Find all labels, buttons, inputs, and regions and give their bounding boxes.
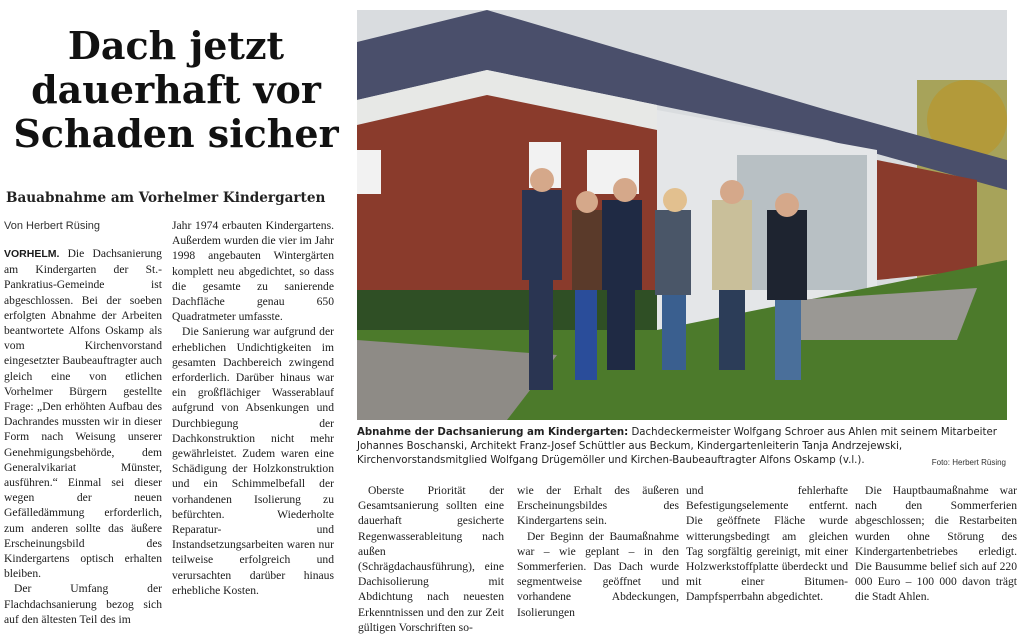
text-column-3 <box>358 483 504 634</box>
headline-line: dauerhaft vor <box>31 67 321 112</box>
paragraph: Oberste Priorität der Gesamtsanierung sollten eine dauerhaft gesicherte Regenwasserableitung nach außen (Schrägdachausführung), eine Dachisolierung mit Abdichtung nach neuesten Erkenntnissen und den zur Zeit gültigen Vorschriften so- <box>358 484 504 634</box>
caption-text: Dachdeckermeister Wolfgang Schroer aus Ahlen mit seinem Mitarbeiter Johannes Boschanski, Architekt Franz-Josef Schüttler aus Beckum, Kindergartenleiterin Tanja Andrzejewski, Kirchenvorstandsmitglied Wolfgang Drügemöller und Kirchen-Baubeauftragter Alfons Oskamp (v.l.). <box>357 427 997 466</box>
photo-caption <box>357 426 1007 468</box>
paragraph <box>4 246 162 581</box>
paragraph: Der Beginn der Baumaßnahme war – wie geplant – in den Sommerferien. Das Dach wurde segmentweise geöffnet und vorhandene Abdeckungen, Isolierungen <box>517 529 679 619</box>
headline-line: Dach jetzt <box>67 23 285 68</box>
text-column-5 <box>686 483 848 607</box>
paragraph: Der Umfang der Flachdachsanierung bezog sich auf den ältesten Teil des im <box>4 582 162 626</box>
kindergarten-photo-illustration <box>357 10 1007 420</box>
text-column-6 <box>855 483 1017 607</box>
article-photo <box>357 10 1007 420</box>
text-column-2 <box>172 218 334 608</box>
paragraph-text: Die Dachsanierung am Kindergarten der St.-Pankratius-Gemeinde ist abgeschlossen. Bei der soeben erfolgten Abnahme der Arbeiten beantwortete Alfons Oskamp als vom Kirchenvorstand eingesetzter Baubeauftragter auch gleich eine von etlichen Vorhelmer Bürgern gestellte Frage: „Den erhöhten Aufbau des Dachrandes mussten wir in dieser Form nach Weisung unserer Genehmigungsbehörde, dem Generalvikariat Münster, ausführen.“ Einmal sei dieser wegen der neuen Gefälledämmung erforderlich, zum anderen sollte das äußere Erscheinungsbild des Kindergartens optisch erhalten bleiben. <box>4 247 162 581</box>
article-headline <box>8 24 344 156</box>
paragraph: und fehlerhafte Befestigungselemente entfernt. Die geöffnete Fläche wurde witterungsbedingt am gleichen Tag sorgfältig gereinigt, mit einer Holzwerkstoffplatte überdeckt und mit einer Bitumen-Dampfsperrbahn abgedichtet. <box>686 484 848 604</box>
article-subheadline: Bauabnahme am Vorhelmer Kindergarten <box>6 190 326 206</box>
text-column-1 <box>4 246 162 626</box>
paragraph: Die Hauptbaumaßnahme war nach den Sommerferien abgeschlossen; die Restarbeiten wurden ohne Störung des Kindergartenbetriebes erledigt. Die Bausumme belief sich auf 220 000 Euro – 100 000 davon trägt die Stadt Ahlen. <box>855 484 1017 604</box>
photo-credit: Foto: Herbert Rüsing <box>931 458 1006 467</box>
caption-lead: Abnahme der Dachsanierung am Kindergarten: <box>357 427 629 438</box>
headline-line: Schaden sicher <box>13 111 339 156</box>
paragraph: wie der Erhalt des äußeren Erscheinungsbildes des Kindergartens sein. <box>517 484 679 528</box>
text-column-4 <box>517 483 679 619</box>
paragraph: Jahr 1974 erbauten Kindergartens. Außerdem wurden die vier im Jahr 1998 angebauten Wintergärten komplett neu abgedichtet, so dass die gesamte zu sanierende Dachfläche genau 650 Quadratmeter umfasste. <box>172 219 334 324</box>
dateline: VORHELM. <box>4 248 60 260</box>
paragraph: Die Sanierung war aufgrund der erheblichen Undichtigkeiten im gesamten Dachbereich zwingend erforderlich. Darüber hinaus war ein großflächiger Wasserablauf aufgrund von Absenkungen und Durchbiegung der Dachkonstruktion nicht mehr gewährleistet. Zudem waren eine Schädigung der Holzkonstruktion und ein Schimmelbefall der vorhandenen Isolierung zu befürchten. Wiederholte Reparatur- und Instandsetzungsarbeiten waren nur teilweise erfolgreich und verursachten darüber hinaus erhebliche Kosten. <box>172 325 334 597</box>
article-byline: Von Herbert Rüsing <box>4 220 100 232</box>
